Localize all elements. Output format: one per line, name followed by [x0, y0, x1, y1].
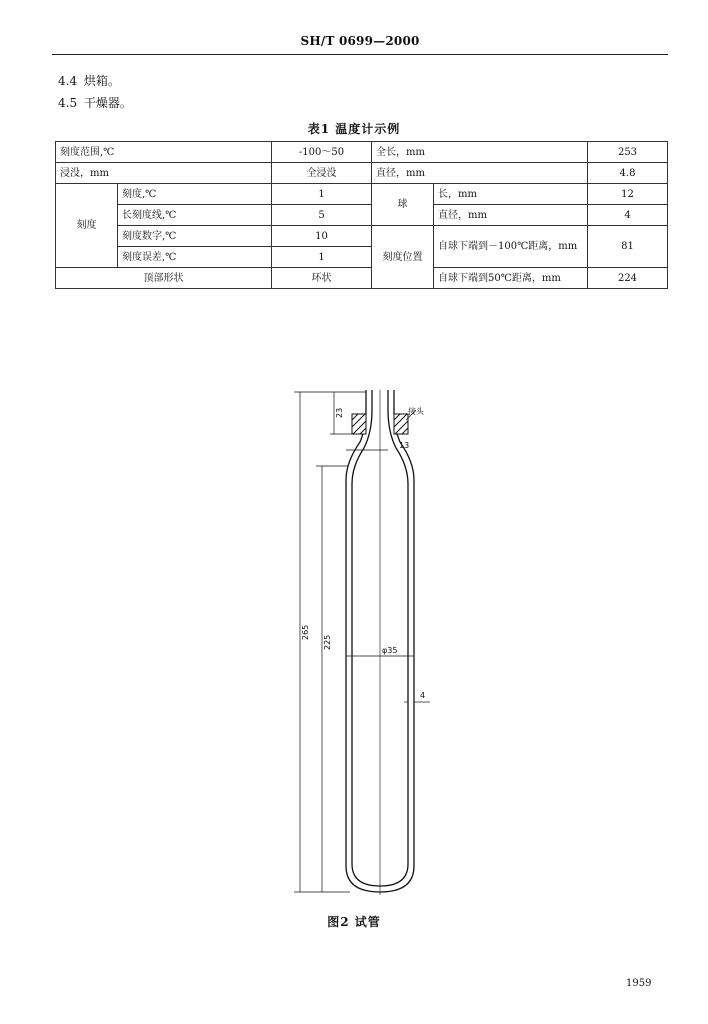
total-length-value: 253: [588, 142, 668, 163]
scale-range-value: -100～50: [272, 142, 372, 163]
label-joint: 接头: [408, 407, 424, 416]
bulb-diameter-value: 4: [588, 205, 668, 226]
item-text: 干燥器。: [83, 96, 132, 110]
list-item: [58, 72, 120, 89]
numeral-value: 10: [272, 226, 372, 247]
page-header: SH/T 0699—2000: [300, 34, 420, 48]
division-label: 刻度,℃: [118, 184, 272, 205]
item-text: 烘箱。: [83, 74, 120, 88]
scale-range-label: 刻度范围,℃: [56, 142, 272, 163]
dimension-265: 265: [301, 624, 310, 640]
table-title: 表1 温度计示例: [307, 122, 401, 136]
tube-outline: [346, 390, 414, 895]
test-tube-drawing: [280, 380, 460, 900]
position-50-value: 224: [588, 268, 668, 289]
header-rule: [52, 54, 668, 55]
page-number: 1959: [626, 978, 652, 989]
dimension-13: 13: [399, 441, 410, 450]
bulb-label: 球: [372, 184, 434, 226]
bulb-length-label: 长，mm: [434, 184, 588, 205]
diameter-value: 4.8: [588, 163, 668, 184]
error-value: 1: [272, 247, 372, 268]
position-minus100-label: 自球下端到－100℃距离，mm: [434, 226, 588, 268]
thermometer-table: [55, 141, 668, 289]
top-shape-label: 顶部形状: [56, 268, 272, 289]
position-minus100-value: 81: [588, 226, 668, 268]
scale-position-label: 刻度位置: [372, 226, 434, 289]
total-length-label: 全长，mm: [372, 142, 588, 163]
dimension-phi35: φ35: [382, 646, 398, 655]
dimension-lines: [294, 392, 430, 892]
diameter-label: 直径，mm: [372, 163, 588, 184]
error-label: 刻度误差,℃: [118, 247, 272, 268]
list-item: [58, 94, 132, 111]
dimension-4: 4: [420, 691, 426, 700]
numeral-label: 刻度数字,℃: [118, 226, 272, 247]
item-number: 4.5: [58, 96, 78, 110]
bulb-length-value: 12: [588, 184, 668, 205]
immersion-label: 浸没，mm: [56, 163, 272, 184]
scale-group-label: 刻度: [56, 184, 118, 268]
dimension-23: 23: [335, 407, 344, 418]
bulb-diameter-label: 直径，mm: [434, 205, 588, 226]
dimension-225: 225: [323, 634, 332, 650]
figure-caption: 图2 试管: [327, 915, 381, 929]
immersion-value: 全浸没: [272, 163, 372, 184]
top-shape-value: 环状: [272, 268, 372, 289]
long-line-value: 5: [272, 205, 372, 226]
item-number: 4.4: [58, 74, 78, 88]
position-50-label: 自球下端到50℃距离，mm: [434, 268, 588, 289]
division-value: 1: [272, 184, 372, 205]
long-line-label: 长刻度线,℃: [118, 205, 272, 226]
